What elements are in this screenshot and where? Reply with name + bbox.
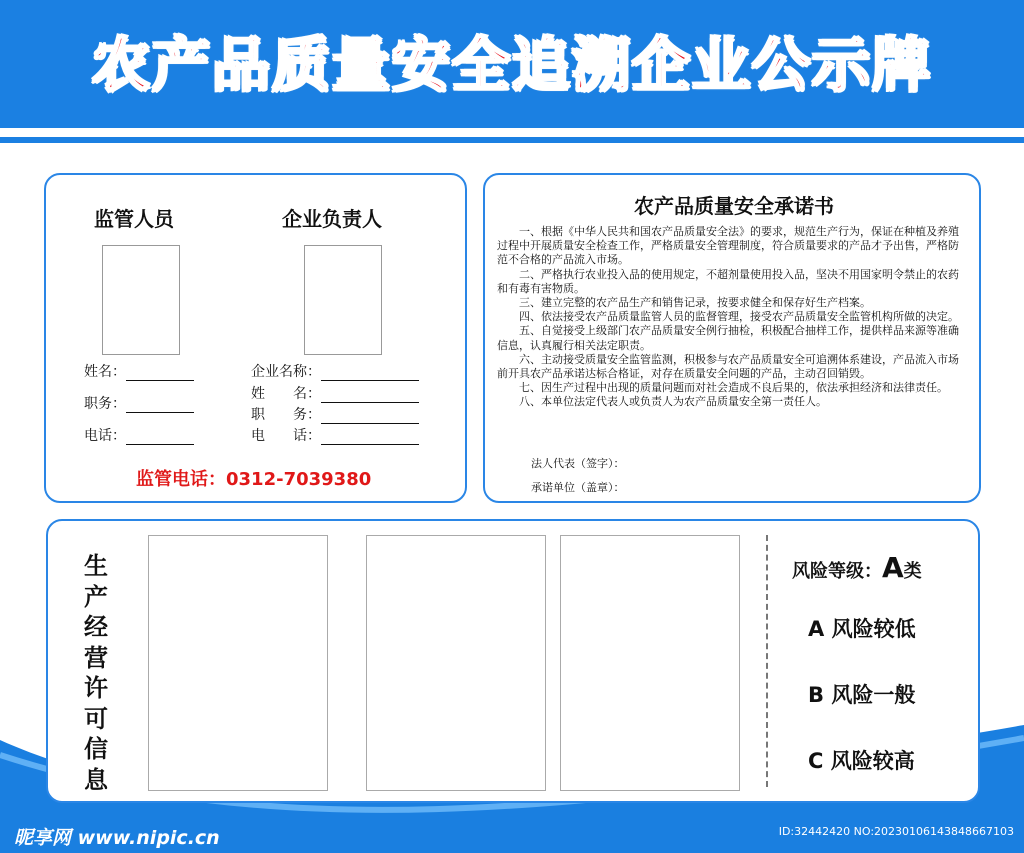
leader-title-field: 职 务： [251,404,419,424]
pledge-paragraph: 六、主动接受质量安全监管监测，积极参与农产品质量安全可追溯体系建设，产品流入市场前开具农产品承诺达标合格证，对存在质量安全问题的产品，主动召回销毁。 [497,352,959,381]
risk-item-b: B 风险一般 [808,683,916,707]
license-panel [46,519,980,803]
risk-item-a: A 风险较低 [808,617,916,641]
pledge-paragraph: 七、因生产过程中出现的质量问题而对社会造成不良后果的，依法承担经济和法律责任。 [519,381,948,395]
certificate-frame [366,535,546,791]
leader-phone-field: 电 话： [251,425,419,445]
pledge-title: 农产品质量安全承诺书 [634,194,834,218]
pledge-paragraph: 二、严格执行农业投入品的使用规定，不超剂量使用投入品，坚决不用国家明令禁止的农药和有毒有害物质。 [497,267,959,295]
leader-photo-frame [304,245,382,355]
supervision-hotline: 监管电话：0312-7039380 [136,469,372,490]
pledge-body [497,225,967,410]
risk-level [792,551,922,584]
pledge-paragraph: 一、根据《中华人民共和国农产品质量安全法》的要求，规范生产行为，保证在种植及养殖过程中开展质量安全检查工作，严格质量安全管理制度，符合质量要求的产品才予出售，严格防范不合格的产品流入市场。 [497,225,959,267]
pledge-paragraph: 三、建立完整的农产品生产和销售记录，按要求健全和保存好生产档案。 [519,296,871,310]
leader-name-field: 姓 名： [251,383,419,403]
pledge-paragraph: 五、自觉接受上级部门农产品质量安全例行抽检，积极配合抽样工作，提供样品来源等准确信息，认真履行相关法定职责。 [497,324,959,352]
page-title: 农产品质量安全追溯企业公示牌 [91,31,932,99]
pledge-paragraph: 八、本单位法定代表人或负责人为农产品质量安全第一责任人。 [519,395,827,409]
certificate-frame [560,535,740,791]
footer-id: ID:32442420 NO:20230106143848667103 [778,825,1014,838]
supervisor-phone-field: 电话： [84,425,194,445]
supervisor-title-field: 职务： [84,393,194,413]
divider [766,535,768,787]
header-stripe [0,128,1024,137]
pledge-panel [483,173,981,503]
supervisor-name-field: 姓名： [84,361,194,381]
legal-rep-signature: 法人代表（签字）： [531,457,625,470]
header-band [0,0,1024,128]
footer-brand: 昵享网 www.nipic.cn [14,827,220,849]
supervisor-heading: 监管人员 [94,207,174,231]
risk-grade-suffix: 类 [903,561,922,582]
license-vertical-label: 生产经营许可信息 [84,552,108,794]
pledge-paragraph: 四、依法接受农产品质量监管人员的监督管理，接受农产品质量安全监管机构所做的决定。 [519,310,959,324]
risk-level-label: 风险等级： [792,561,882,582]
pledging-unit-seal: 承诺单位（盖章）： [531,481,625,494]
supervision-panel [44,173,467,503]
company-name-field: 企业名称： [251,361,419,381]
risk-grade: A [882,551,904,584]
risk-item-c: C 风险较高 [808,749,915,773]
footer-bar [0,815,1024,853]
supervisor-photo-frame [102,245,180,355]
certificate-frame [148,535,328,791]
enterprise-leader-heading: 企业负责人 [282,207,382,231]
